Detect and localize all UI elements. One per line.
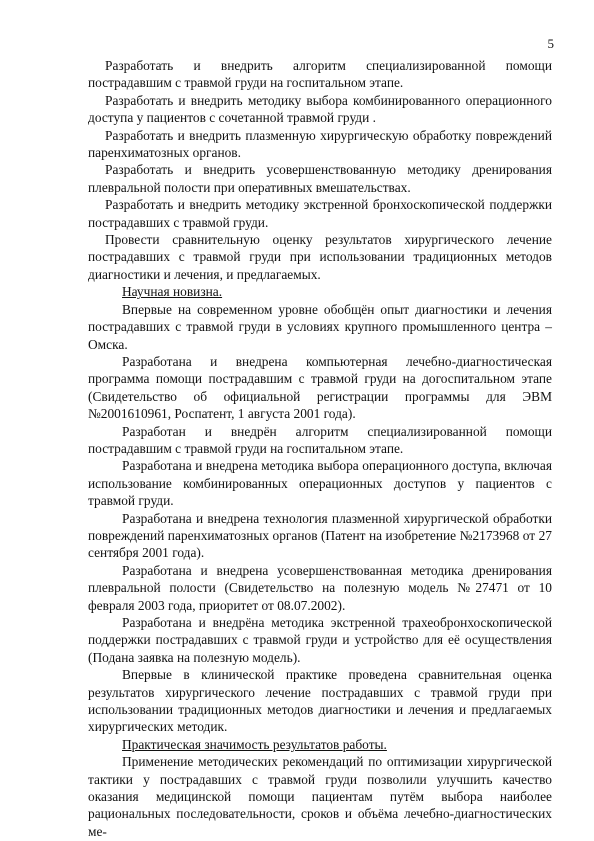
- task-paragraph: Разработать и внедрить плазменную хирургическую обработку повреждений паренхиматозных органов.: [88, 127, 552, 161]
- novelty-paragraph: Разработан и внедрён алгоритм специализированной помощи пострадавшим с травмой груди на госпитальном этапе.: [88, 423, 552, 456]
- practical-heading: [88, 736, 552, 753]
- task-paragraph: Разработать и внедрить методику выбора комбинированного операционного доступа у пациентов с сочетанной травмой груди .: [88, 92, 552, 126]
- novelty-paragraph: Разработана и внедрена компьютерная лечебно-диагностическая программа помощи пострадавшим с травмой груди на догоспитальном этапе (Свидетельство об официальной регистрации программы для ЭВМ №2001610961, Роспатент, 1 августа 2001 года).: [88, 353, 552, 422]
- novelty-paragraph: Впервые на современном уровне обобщён опыт диагностики и лечения пострадавших с травмой груди в условиях крупного промышленного центра – Омска.: [88, 301, 552, 352]
- task-paragraph: Разработать и внедрить алгоритм специализированной помощи пострадавшим с травмой груди на госпитальном этапе.: [88, 58, 552, 91]
- novelty-paragraph: Разработана и внедрёна методика экстренной трахеобронхоскопической поддержки пострадавших с травмой груди и устройство для её осуществления (Подана заявка на полезную модель).: [88, 615, 552, 665]
- page-number: 5: [547, 36, 554, 51]
- novelty-heading-text: Научная новизна.: [122, 284, 223, 300]
- practical-paragraph: Применение методических рекомендаций по оптимизации хирургической тактики у пострадавших с травмой груди позволили улучшить качество оказания медицинской помощи пациентам путём выбора наиболее рациональных последовательности, сроков и объёма лечебно-диагностических ме-: [88, 754, 552, 839]
- novelty-heading: [88, 283, 552, 300]
- practical-heading-text: Практическая значимость результатов работы.: [122, 736, 387, 752]
- task-paragraph: Разработать и внедрить усовершенствованную методику дренирования плевральной полости при оперативных вмешательствах.: [88, 162, 552, 195]
- novelty-paragraph: Разработана и внедрена усовершенствованная методика дренирования плевральной полости (Свидетельство на полезную модель №27471 от 10 февраля 2003 года, приоритет от 08.07.2002).: [88, 562, 552, 613]
- task-paragraph: Разработать и внедрить методику экстренной бронхоскопической поддержки пострадавших с травмой груди.: [88, 197, 552, 230]
- novelty-paragraph: Разработана и внедрена методика выбора операционного доступа, включая использование комбинированных операционных доступов у пациентов с травмой груди.: [88, 458, 552, 509]
- novelty-paragraph: Разработана и внедрена технология плазменной хирургической обработки повреждений паренхиматозных органов (Патент на изобретение №2173968 от 27 сентября 2001 года).: [88, 510, 552, 561]
- page-body: [88, 57, 552, 840]
- task-paragraph: Провести сравнительную оценку результатов хирургического лечение пострадавших с травмой груди при использовании традиционных методов диагностики и лечения, и предлагаемых.: [88, 232, 552, 282]
- novelty-paragraph: Впервые в клинической практике проведена сравнительная оценка результатов хирургического лечение пострадавших с травмой груди при использовании традиционных методов диагностики и лечения и предлагаемых хирургических методик.: [88, 667, 552, 735]
